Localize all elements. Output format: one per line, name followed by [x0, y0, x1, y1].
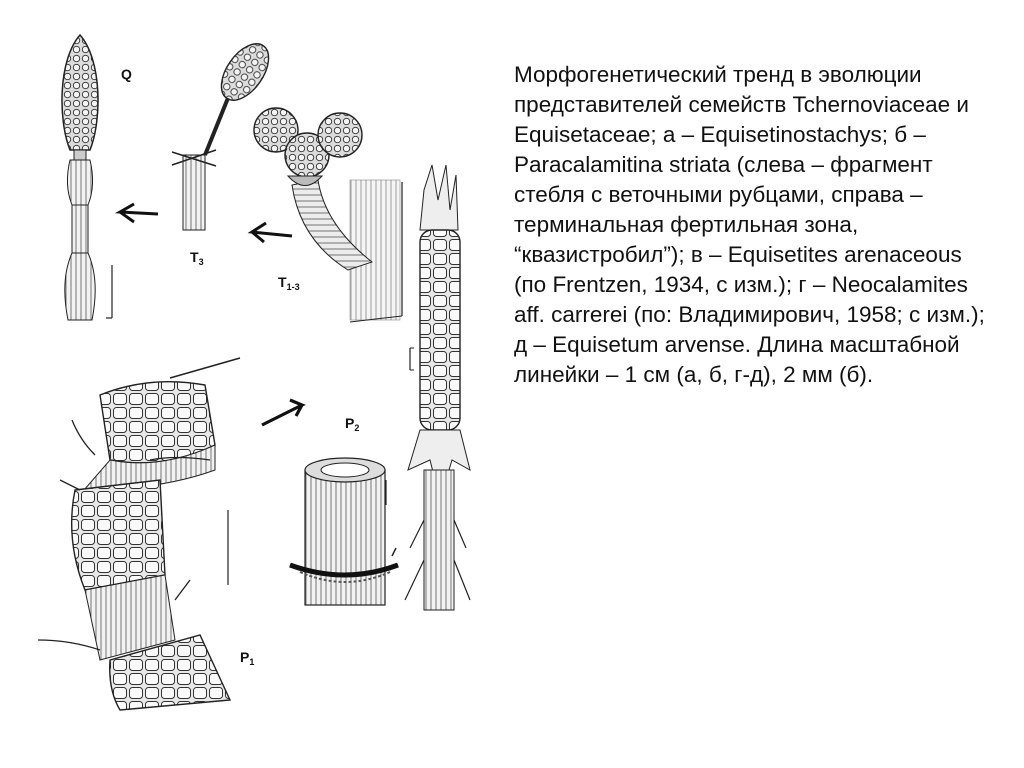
- morphology-figure: [0, 0, 500, 768]
- label-p1-main: P: [240, 649, 250, 665]
- figure-caption: Морфогенетический тренд в эволюции представителей семейств Tchernoviaceae и Equisetaceae; а – Equisetinostachys; б – Paracalamitina striata (слева – фрагмент стебля с веточными рубцами, справа – терминальная фертильная зона, “квазистробил”); в – Equisetites arenaceous (по Frentzen, 1934, с изм.); г – Neocalamites aff. carrerei (по: Владимирович, 1958; с изм.); д – Equisetum arvense. Длина масштабной линейки – 1 см (а, б, г-д), 2 мм (б).: [514, 62, 985, 387]
- label-q: Q: [121, 66, 132, 82]
- label-p2: [345, 415, 359, 433]
- label-t3-sub: 3: [198, 257, 204, 267]
- label-t3: [190, 249, 204, 267]
- arrow-icon: [252, 223, 292, 242]
- t13-specimen-drawing: [254, 108, 402, 322]
- label-t13: [278, 274, 300, 292]
- label-t3-main: T: [190, 249, 199, 265]
- label-p1-sub: 1: [249, 657, 255, 667]
- long-strobilus-drawing: [405, 165, 470, 610]
- label-p1: [240, 649, 254, 667]
- label-t13-sub: 1-3: [286, 282, 300, 292]
- label-t13-main: T: [278, 274, 287, 290]
- q-specimen-drawing: [62, 35, 112, 320]
- label-p2-sub: 2: [354, 423, 360, 433]
- arrow-icon: [262, 400, 302, 425]
- arrow-icon: [120, 204, 158, 222]
- label-p2-main: P: [345, 415, 355, 431]
- p1-specimen-drawing: [38, 358, 240, 710]
- p2-specimen-drawing: [290, 458, 398, 605]
